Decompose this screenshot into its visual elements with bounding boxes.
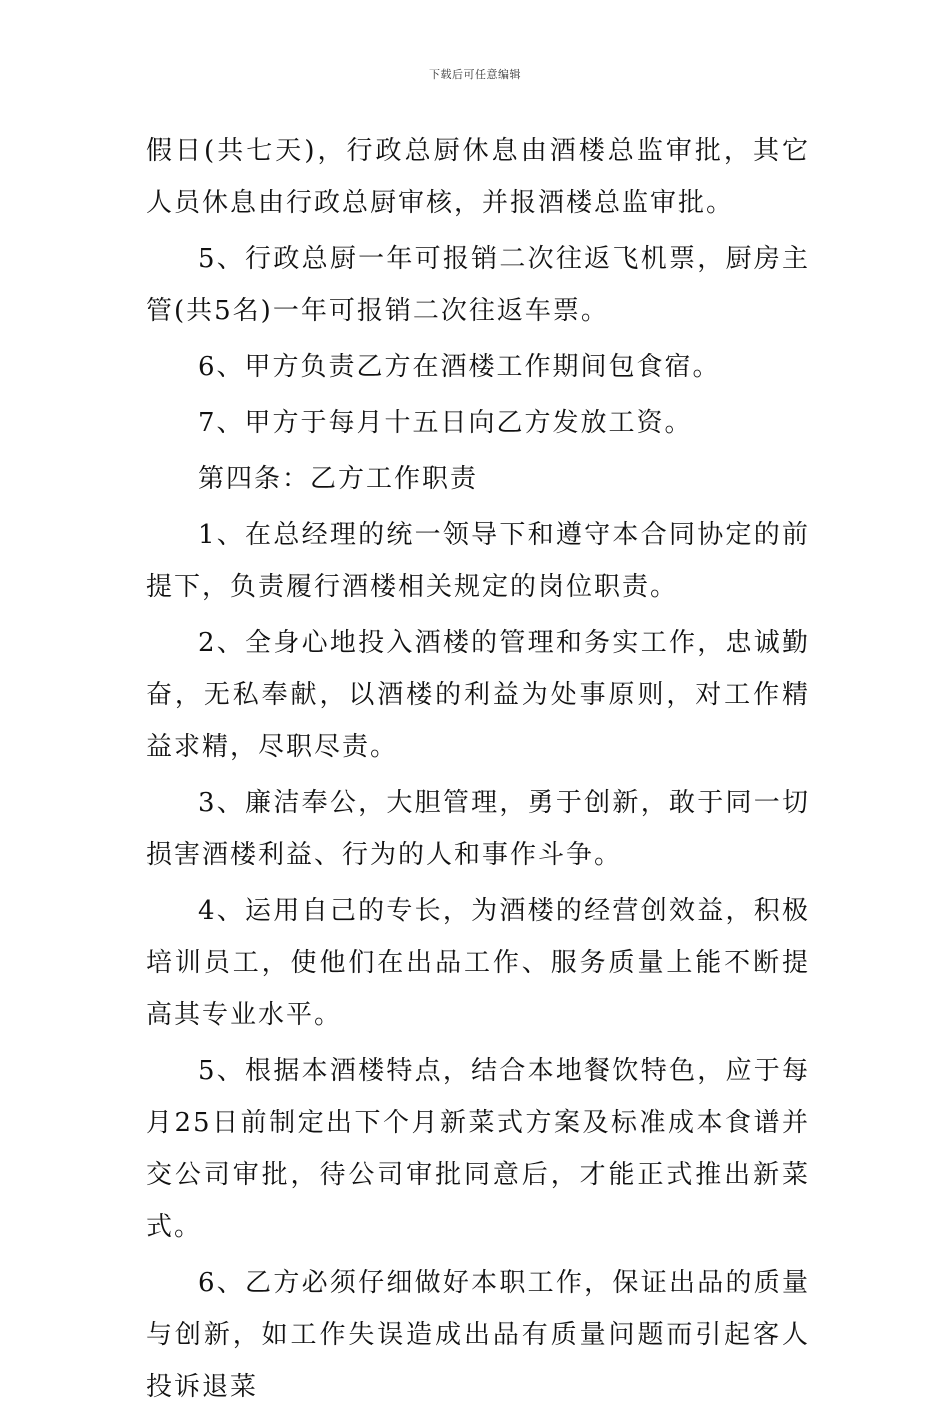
paragraph-clause-6-board: 6、甲方负责乙方在酒楼工作期间包食宿。: [198, 352, 721, 382]
section-heading-article-4: 第四条：乙方工作职责: [198, 464, 479, 494]
paragraph-duty-1: 1、在总经理的统一领导下和遵守本合同协定的前提下，负责履行酒楼相关规定的岗位职责。: [146, 520, 810, 602]
document-body: [146, 125, 810, 1417]
paragraph-duty-3: 3、廉洁奉公，大胆管理，勇于创新，敢于同一切损害酒楼利益、行为的人和事作斗争。: [146, 788, 810, 870]
paragraph-holiday-approval: 假日(共七天)，行政总厨休息由酒楼总监审批，其它人员休息由行政总厨审核，并报酒楼总监审批。: [146, 136, 810, 218]
paragraph-clause-5-tickets: 5、行政总厨一年可报销二次往返飞机票，厨房主管(共5名)一年可报销二次往返车票。: [146, 244, 810, 326]
paragraph-duty-6: 6、乙方必须仔细做好本职工作，保证出品的质量与创新，如工作失误造成出品有质量问题而引起客人投诉退菜: [146, 1268, 810, 1402]
paragraph-duty-4: 4、运用自己的专长，为酒楼的经营创效益，积极培训员工，使他们在出品工作、服务质量上能不断提高其专业水平。: [146, 896, 810, 1030]
paragraph-duty-5: 5、根据本酒楼特点，结合本地餐饮特色，应于每月25日前制定出下个月新菜式方案及标准成本食谱并交公司审批，待公司审批同意后，才能正式推出新菜式。: [146, 1056, 810, 1242]
paragraph-duty-2: 2、全身心地投入酒楼的管理和务实工作，忠诚勤奋，无私奉献，以酒楼的利益为处事原则，对工作精益求精，尽职尽责。: [146, 628, 810, 762]
page-header-note: 下载后可任意编辑: [429, 68, 521, 81]
paragraph-clause-7-salary: 7、甲方于每月十五日向乙方发放工资。: [198, 408, 693, 438]
